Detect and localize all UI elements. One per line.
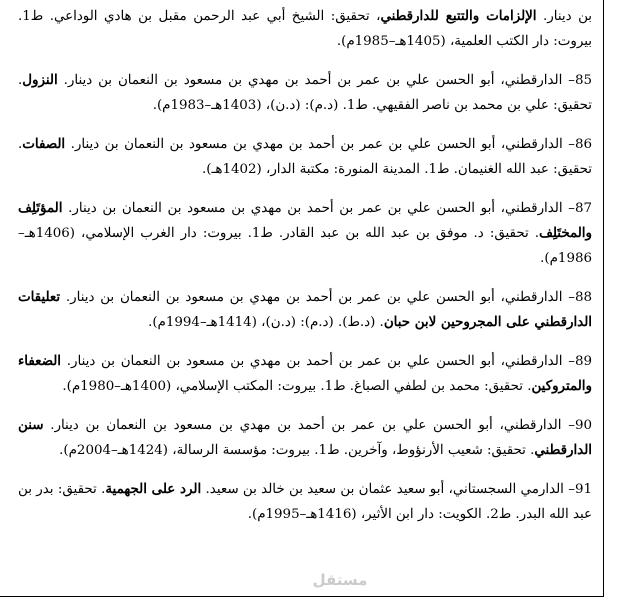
entry-text: . تحقيق: د. موفق بن عبد الله بن عبد القادر. ط1. بيروت: دار الغرب الإسلامي، (1406هـ–1986م). <box>18 226 592 266</box>
entry-title: تعليقات الدارقطني على المجروحين لابن حبان <box>18 289 592 330</box>
bibliography-entry <box>18 132 592 182</box>
entry-text: . تحقيق: علي بن محمد بن ناصر الفقيهي. ط1. (د.م): (د.ن)، (1403هـ–1983م). <box>18 73 592 113</box>
entry-text: 88– الدارقطني، أبو الحسن علي بن عمر بن أحمد بن مهدي بن مسعود بن النعمان بن دينار. <box>60 290 592 305</box>
entry-text: 89– الدارقطني، أبو الحسن علي بن عمر بن أحمد بن مهدي بن مسعود بن النعمان بن دينار. <box>61 354 592 369</box>
entry-text: 85– الدارقطني، أبو الحسن علي بن عمر بن أحمد بن مهدي بن مسعود بن النعمان بن دينار. <box>57 73 592 88</box>
entry-text: 87– الدارقطني، أبو الحسن علي بن عمر بن أحمد بن مهدي بن مسعود بن النعمان بن دينار. <box>62 201 592 216</box>
entry-title: المؤتَلِف والمختَلِف <box>18 200 592 241</box>
bibliography-entry <box>18 196 592 271</box>
entry-text: . تحقيق: عبد الله الغنيمان. ط1. المدينة المنورة: مكتبة الدار، (1402هـ). <box>18 137 592 177</box>
entry-title: الصفات <box>22 136 66 152</box>
watermark-logo: مستقل <box>312 571 368 589</box>
bibliography-entry <box>18 413 592 463</box>
bibliography-entry <box>18 68 592 118</box>
entry-text: . تحقيق: بدر بن عبد الله البدر. ط2. الكويت: دار ابن الأثير، (1416هـ–1995م). <box>18 482 592 522</box>
entry-text: بن دينار. <box>536 9 593 24</box>
entry-text: . (د.ط). (د.م): (د.ن)، (1414هـ–1994م). <box>148 315 384 330</box>
entry-title: سنن الدارقطني <box>18 417 592 458</box>
entry-title: الرد على الجهمية <box>105 481 202 497</box>
entry-text: . تحقيق: شعيب الأرنؤوط، وآخرين. ط1. بيروت: مؤسسة الرسالة، (1424هـ–2004م). <box>59 443 535 458</box>
bibliography-entry <box>18 285 592 335</box>
entry-text: ، تحقيق: الشيخ أبي عبد الرحمن مقبل بن هادي الوداعي. ط1. بيروت: دار الكتب العلمية، (1405هـ–1985م). <box>18 9 592 49</box>
entry-title: النزول <box>22 72 58 88</box>
entry-text: . تحقيق: محمد بن لطفي الصباغ. ط1. بيروت: المكتب الإسلامي، (1400هـ–1980م). <box>62 379 532 394</box>
entry-text: 86– الدارقطني، أبو الحسن علي بن عمر بن أحمد بن مهدي بن مسعود بن النعمان بن دينار. <box>65 137 592 152</box>
entry-text: 91– الدارمي السجستاني، أبو سعيد عثمان بن سعيد بن خالد بن سعيد. <box>201 482 592 497</box>
bibliography-entry <box>18 349 592 399</box>
entry-title: الضعفاء والمتروكين <box>18 353 592 394</box>
entry-text: 90– الدارقطني، أبو الحسن علي بن عمر بن أحمد بن مهدي بن مسعود بن النعمان بن دينار. <box>43 418 592 433</box>
bibliography-entry <box>18 4 592 54</box>
bibliography-entry <box>18 477 592 527</box>
bibliography-list <box>18 4 592 527</box>
entry-title: الإلزامات والتتبع للدارقطني <box>380 8 537 24</box>
